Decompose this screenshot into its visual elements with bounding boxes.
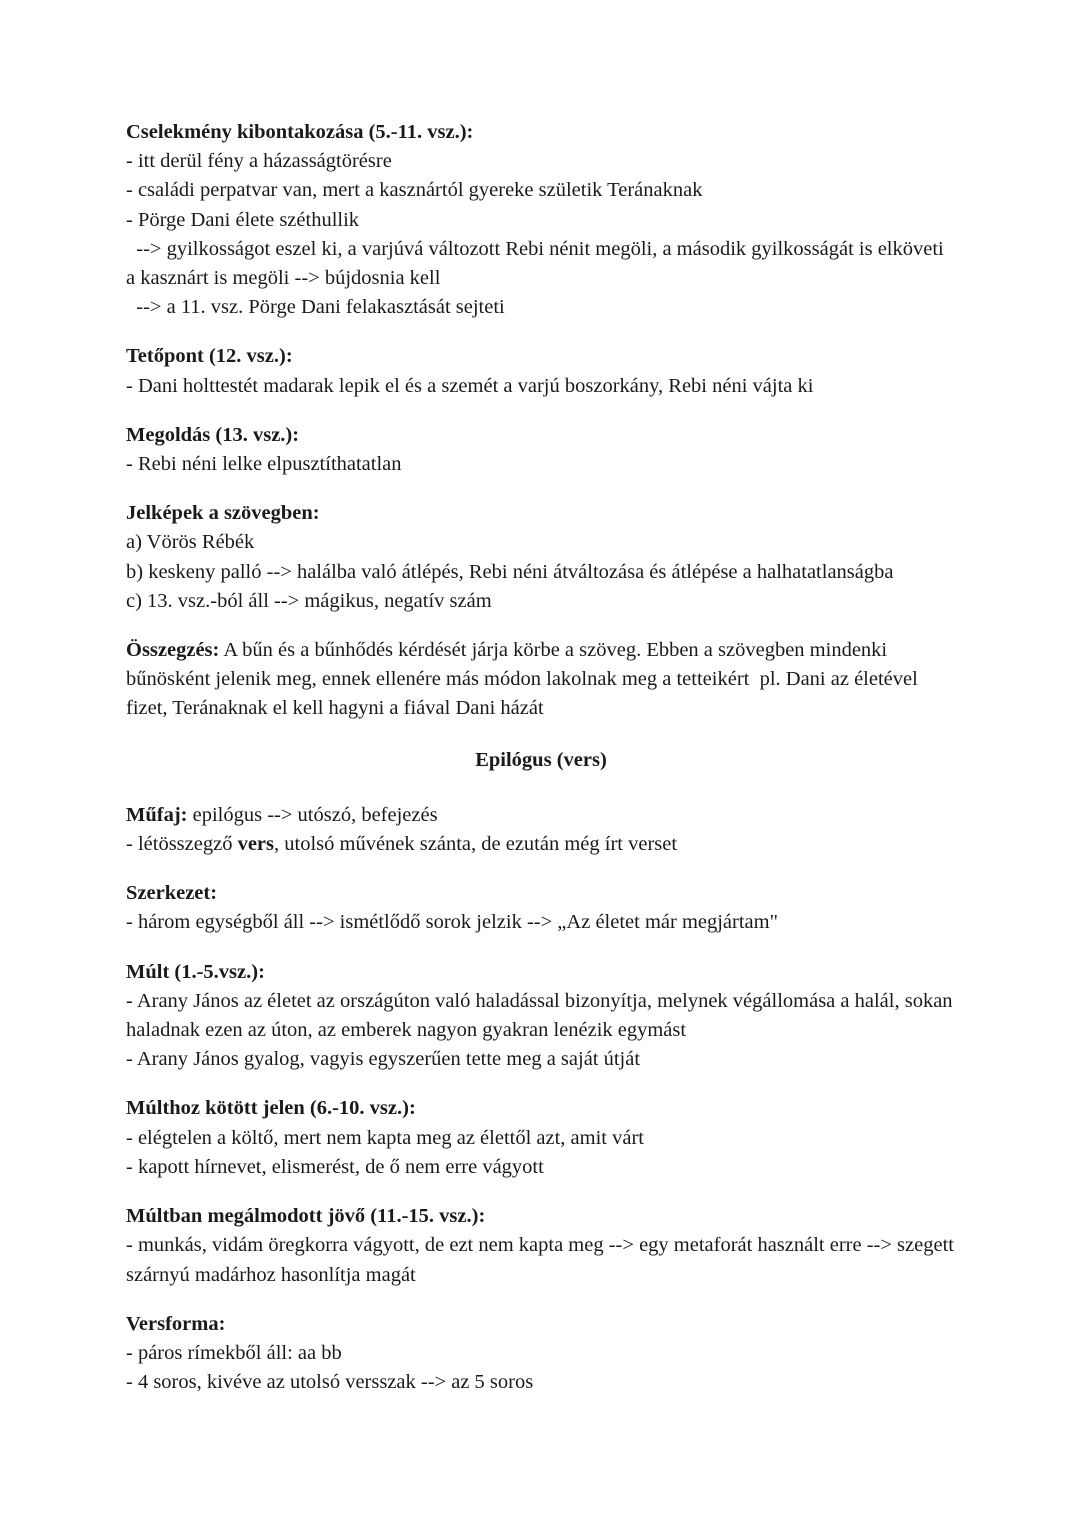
section-versforma xyxy=(126,1310,956,1398)
inline-emphasis: vers xyxy=(237,833,275,856)
section-line: b) keskeny palló --> halálba való átlépés, Rebi néni átváltozása és átlépése a halhatatlanságba xyxy=(126,560,894,583)
section-multban-megalmodott-jovo xyxy=(126,1202,960,1290)
section-line: - Dani holttestét madarak lepik el és a szemét a varjú boszorkány, Rebi néni vájta ki xyxy=(126,374,814,397)
section-heading: Múlthoz kötött jelen (6.-10. vsz.): xyxy=(126,1097,416,1120)
section-tetopont xyxy=(126,342,956,400)
section-line: - Arany János gyalog, vagyis egyszerűen tette meg a saját útját xyxy=(126,1048,641,1071)
mufaj-text: epilógus --> utószó, befejezés xyxy=(187,803,438,826)
section-line: - létösszegző vers, utolsó művének szánta, de ezután még írt verset xyxy=(126,833,678,856)
section-heading: Múlt (1.-5.vsz.): xyxy=(126,960,265,983)
section-heading: Megoldás (13. vsz.): xyxy=(126,423,300,446)
section-line: --> gyilkosságot eszel ki, a varjúvá változott Rebi nénit megöli, a második gyilkosságát is elköveti a kasznárt is megöli --> bújdosnia kell xyxy=(126,237,949,290)
section-heading: Jelképek a szövegben: xyxy=(126,502,320,525)
section-line: a) Vörös Rébék xyxy=(126,531,255,554)
section-line: - páros rímekből áll: aa bb xyxy=(126,1341,342,1364)
section-line: - családi perpatvar van, mert a kasznártól gyereke születik Teránaknak xyxy=(126,179,703,202)
summary-text: A bűn és a bűnhődés kérdését járja körbe a szöveg. Ebben a szövegben mindenki bűnösként jelenik meg, ennek ellenére más módon lakolnak meg a tetteikért pl. Dani az életével fizet, Teránaknak el kell hagyni a fiával Dani házát xyxy=(126,639,923,720)
summary-lead-label: Összegzés: xyxy=(126,639,220,662)
section-osszegzes xyxy=(126,636,956,724)
section-heading: Versforma: xyxy=(126,1312,226,1335)
section-line: --> a 11. vsz. Pörge Dani felakasztását sejteti xyxy=(126,296,505,319)
section-line: - Arany János az életet az országúton való haladással bizonyítja, melynek végállomása a halál, sokan haladnak ezen az úton, az emberek nagyon gyakran lenézik egymást xyxy=(126,989,958,1042)
section-line: c) 13. vsz.-ból áll --> mágikus, negatív szám xyxy=(126,589,492,612)
section-line: - 4 soros, kivéve az utolsó versszak --> az 5 soros xyxy=(126,1371,534,1394)
mufaj-lead-label: Műfaj: xyxy=(126,803,188,826)
section-heading: Tetőpont (12. vsz.): xyxy=(126,345,293,368)
section-line: - munkás, vidám öregkorra vágyott, de ezt nem kapta meg --> egy metaforát használt erre --> szegett szárnyú madárhoz hasonlítja magát xyxy=(126,1234,960,1286)
section-line: - elégtelen a költő, mert nem kapta meg az élettől azt, amit várt xyxy=(126,1126,644,1149)
mufaj-paragraph xyxy=(126,801,956,830)
section-line: - itt derül fény a házasságtörésre xyxy=(126,150,392,173)
section-heading: Szerkezet: xyxy=(126,882,218,905)
section-szerkezet xyxy=(126,879,956,937)
document-body xyxy=(126,118,960,1397)
section-line: - Pörge Dani élete széthullik xyxy=(126,208,360,231)
section-mufaj xyxy=(126,801,956,859)
section-mult xyxy=(126,958,956,1075)
section-cselekmeny-kibontakozasa xyxy=(126,118,956,322)
page-title: Epilógus (vers) xyxy=(475,748,607,771)
section-line: - Rebi néni lelke elpusztíthatatlan xyxy=(126,453,402,476)
section-multhoz-kotott-jelen xyxy=(126,1094,956,1182)
section-heading: Múltban megálmodott jövő (11.-15. vsz.): xyxy=(126,1205,486,1228)
section-line: - három egységből áll --> ismétlődő sorok jelzik --> „Az életet már megjártam" xyxy=(126,911,778,934)
section-epilogus-title xyxy=(126,746,956,775)
section-jelkepek xyxy=(126,499,956,616)
section-line: - kapott hírnevet, elismerést, de ő nem erre vágyott xyxy=(126,1155,544,1178)
section-heading: Cselekmény kibontakozása (5.-11. vsz.): xyxy=(126,121,474,143)
summary-paragraph xyxy=(126,636,956,724)
section-megoldas xyxy=(126,421,956,479)
